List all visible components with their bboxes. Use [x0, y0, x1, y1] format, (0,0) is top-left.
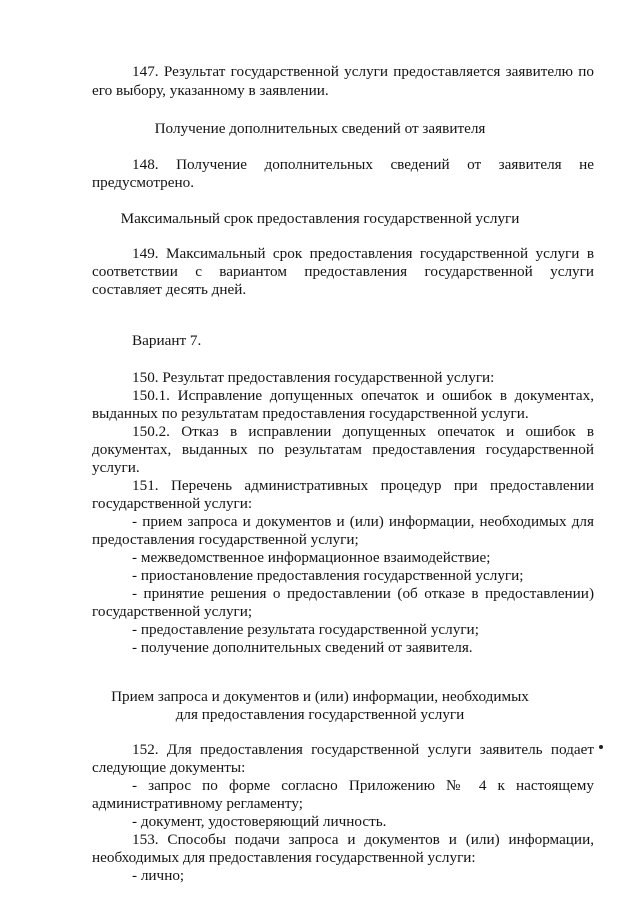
paragraph-150-2-line-1: 150.2. Отказ в исправлении допущенных опечаток и ошибок в: [132, 423, 594, 440]
variant-heading: Вариант 7.: [132, 332, 202, 349]
list-item-decision-line-1: - принятие решения о предоставлении (об отказе в предоставлении): [132, 585, 594, 602]
list-item-additional-info: - получение дополнительных сведений от заявителя.: [132, 639, 473, 656]
paragraph-148-line-2: предусмотрено.: [92, 174, 195, 191]
paragraph-150-2-line-2: документах, выданных по результатам предоставления государственной: [92, 441, 594, 458]
paragraph-152-line-1: 152. Для предоставления государственной услуги заявитель подает: [132, 741, 594, 758]
heading-additional-info: Получение дополнительных сведений от заявителя: [154, 120, 486, 137]
list-item-intake-line-2: предоставления государственной услуги;: [92, 531, 359, 548]
heading-intake-line-1: Прием запроса и документов и (или) информации, необходимых: [111, 688, 529, 705]
paragraph-153-line-2: необходимых для предоставления государственной услуги:: [92, 849, 476, 866]
paragraph-149-line-1: 149. Максимальный срок предоставления государственной услуги в: [132, 245, 594, 262]
paragraph-147-line-1: 147. Результат государственной услуги предоставляется заявителю по: [132, 63, 594, 80]
list-item-decision-line-2: государственной услуги;: [92, 603, 253, 620]
heading-intake-line-2: для предоставления государственной услуги: [175, 706, 465, 723]
list-item-interagency: - межведомственное информационное взаимодействие;: [132, 549, 491, 566]
paragraph-152-line-2: следующие документы:: [92, 759, 246, 776]
paragraph-149-line-2: соответствии с вариантом предоставления государственной услуги: [92, 263, 594, 280]
paragraph-150-1-line-1: 150.1. Исправление допущенных опечаток и ошибок в документах,: [132, 387, 594, 404]
list-item-result: - предоставление результата государственной услуги;: [132, 621, 479, 638]
list-item-request-line-2: административному регламенту;: [92, 795, 303, 812]
heading-max-term: Максимальный срок предоставления государственной услуги: [120, 210, 520, 227]
paragraph-150-2-line-3: услуги.: [92, 459, 140, 476]
paragraph-149-line-3: составляет десять дней.: [92, 281, 247, 298]
paragraph-153-line-1: 153. Способы подачи запроса и документов и (или) информации,: [132, 831, 594, 848]
paragraph-150: 150. Результат предоставления государственной услуги:: [132, 369, 495, 386]
paragraph-148-line-1: 148. Получение дополнительных сведений от заявителя не: [132, 156, 594, 173]
paragraph-147-line-2: его выбору, указанному в заявлении.: [92, 82, 329, 99]
list-item-suspension: - приостановление предоставления государственной услуги;: [132, 567, 524, 584]
list-item-identity-document: - документ, удостоверяющий личность.: [132, 813, 387, 830]
scan-mark: [599, 745, 603, 749]
list-item-in-person: - лично;: [132, 867, 185, 884]
paragraph-150-1-line-2: выданных по результатам предоставления государственной услуги.: [92, 405, 529, 422]
paragraph-151-line-2: государственной услуги:: [92, 495, 253, 512]
list-item-request-line-1: - запрос по форме согласно Приложению № 4 к настоящему: [132, 777, 594, 794]
paragraph-151-line-1: 151. Перечень административных процедур при предоставлении: [132, 477, 594, 494]
list-item-intake-line-1: - прием запроса и документов и (или) информации, необходимых для: [132, 513, 594, 530]
